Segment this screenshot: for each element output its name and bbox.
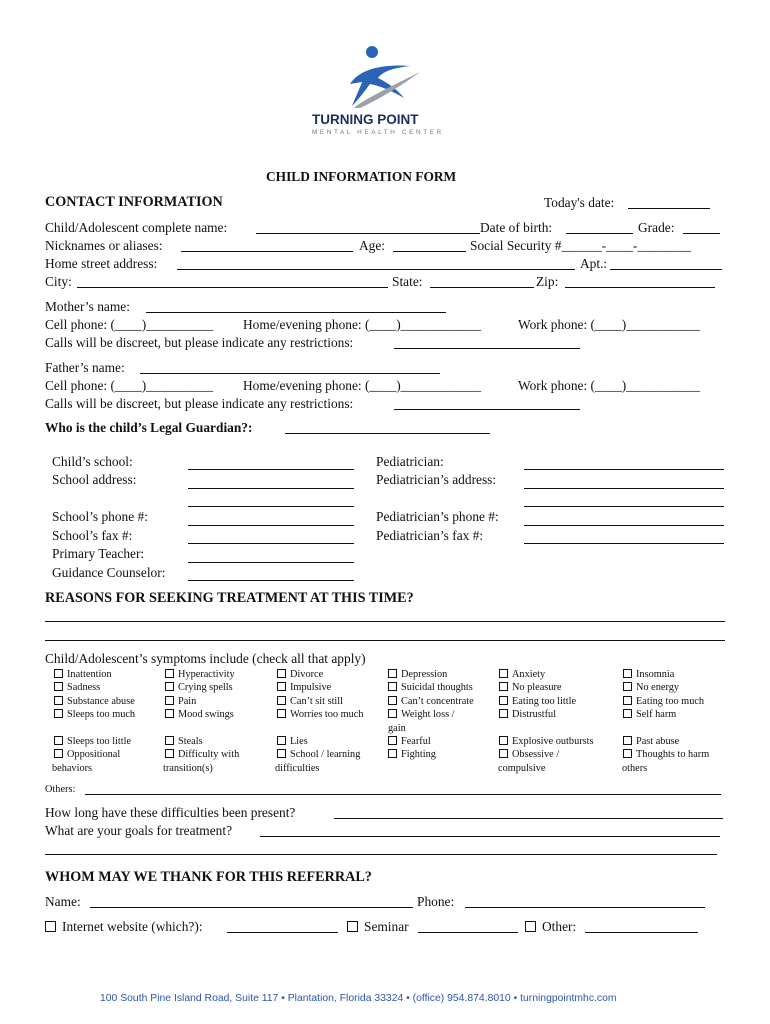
checkbox-icon[interactable] [54,749,63,758]
symptom-col-1 [54,668,135,722]
symptom-item[interactable]: Oppositional [54,748,131,761]
checkbox-icon[interactable] [388,736,397,745]
symptom-item[interactable]: Explosive outbursts [499,735,594,748]
checkbox-icon[interactable] [165,736,174,745]
symptom-item[interactable]: Anxiety [499,668,576,681]
checkbox-icon[interactable] [54,696,63,705]
logo-figure-icon [300,42,470,112]
symptom-col-4 [388,668,474,735]
symptom-item-cont: gain [388,722,406,734]
checkbox-icon[interactable] [623,669,632,678]
mother-name-field[interactable] [146,312,446,313]
primary-teacher-field[interactable] [188,562,354,563]
symptom-item[interactable]: Obsessive / [499,748,594,761]
legal-guardian-label: Who is the child’s Legal Guardian?: [45,420,253,435]
age-label: Age: [359,238,386,253]
todays-date-label: Today's date: [544,195,615,210]
father-name-label: Father’s name: [45,360,125,375]
pediatrician-fax-field[interactable] [524,543,724,544]
pediatrician-field[interactable] [524,469,724,470]
logo-subtitle: MENTAL HEALTH CENTER [312,129,444,136]
home-address-field[interactable] [177,269,575,270]
checkbox-icon[interactable] [623,749,632,758]
symptom2-col-3 [277,735,360,762]
checkbox-icon[interactable] [499,749,508,758]
symptom-item[interactable]: Sleeps too much [54,708,135,721]
symptom2-col-6 [623,735,709,762]
symptom-col-2 [165,668,235,722]
city-field[interactable] [77,287,388,288]
symptom-item[interactable]: Eating too little [499,695,576,708]
checkbox-icon[interactable] [623,736,632,745]
checkbox-icon[interactable] [388,696,397,705]
symptom2-cont-2: transition(s) [163,763,213,774]
symptom-item[interactable]: Divorce [277,668,364,681]
checkbox-icon[interactable] [54,682,63,691]
pediatrician-address-label: Pediatrician’s address: [376,472,497,487]
logo [300,42,470,142]
complete-name-field[interactable] [256,233,480,234]
school-fax-label: School’s fax #: [52,528,133,543]
checkbox-icon[interactable] [347,921,358,932]
goals-field-2[interactable] [45,854,717,855]
symptom-item[interactable]: Lies [277,735,360,748]
symptom-item[interactable]: Pain [165,695,235,708]
symptom2-cont-3: difficulties [275,763,320,774]
symptom-item[interactable]: Self harm [623,708,704,721]
checkbox-icon[interactable] [165,669,174,678]
symptom-item[interactable]: Inattention [54,668,135,681]
symptom-col-3 [277,668,364,722]
symptom-item[interactable]: Steals [165,735,239,748]
mother-restrictions-field[interactable] [394,348,580,349]
symptom2-col-1 [54,735,131,762]
home-address-label: Home street address: [45,256,158,271]
referral-phone-field[interactable] [465,907,705,908]
checkbox-icon[interactable] [277,696,286,705]
symptom-item[interactable]: Crying spells [165,681,235,694]
school-address-label: School address: [52,472,137,487]
checkbox-icon[interactable] [165,696,174,705]
others-label: Others: [45,784,76,795]
symptom2-cont-5: compulsive [498,763,546,774]
checkbox-icon[interactable] [45,921,56,932]
symptoms-label: Child/Adolescent’s symptoms include (check all that apply) [45,651,366,666]
others-field[interactable] [85,794,721,795]
internet-option[interactable]: Internet website (which?): [45,919,203,935]
other-option[interactable]: Other: [525,919,576,935]
checkbox-icon[interactable] [499,669,508,678]
symptom-item[interactable]: School / learning [277,748,360,761]
checkbox-icon[interactable] [499,736,508,745]
pediatrician-address-field-2[interactable] [524,506,724,507]
pediatrician-phone-label: Pediatrician’s phone #: [376,509,499,524]
todays-date-field[interactable] [628,208,710,209]
primary-teacher-label: Primary Teacher: [52,546,145,561]
father-home-phone[interactable]: Home/evening phone: (____)____________ [243,378,482,393]
mother-work-phone[interactable]: Work phone: (____)___________ [518,317,700,332]
referral-name-field[interactable] [90,907,413,908]
symptom-item[interactable]: Eating too much [623,695,704,708]
checkbox-icon[interactable] [165,682,174,691]
checkbox-icon[interactable] [388,709,397,718]
nicknames-field[interactable] [181,251,353,252]
childs-school-field[interactable] [188,469,354,470]
seminar-option[interactable]: Seminar [347,919,409,935]
symptom-item[interactable]: Sadness [54,681,135,694]
symptom2-cont-1: behaviors [52,763,93,774]
how-long-label: How long have these difficulties been present? [45,805,296,820]
pediatrician-label: Pediatrician: [376,454,444,469]
symptom-item[interactable]: Worries too much [277,708,364,721]
school-address-field[interactable] [188,488,354,489]
mother-name-label: Mother’s name: [45,299,130,314]
checkbox-icon[interactable] [277,669,286,678]
guidance-counselor-label: Guidance Counselor: [52,565,166,580]
logo-name: TURNING POINT [312,112,419,127]
nicknames-label: Nicknames or aliases: [45,238,163,253]
section-heading-reasons: REASONS FOR SEEKING TREATMENT AT THIS TIME? [45,590,414,606]
symptom-item[interactable]: Depression [388,668,474,681]
symptom-item[interactable]: Impulsive [277,681,364,694]
internet-field[interactable] [227,932,338,933]
symptom-item[interactable]: Mood swings [165,708,235,721]
checkbox-icon[interactable] [499,696,508,705]
father-work-phone[interactable]: Work phone: (____)___________ [518,378,700,393]
symptom-item[interactable]: No energy [623,681,704,694]
symptom-item[interactable]: Distrustful [499,708,576,721]
seminar-field[interactable] [418,932,518,933]
checkbox-icon[interactable] [165,749,174,758]
symptom-item[interactable]: Insomnia [623,668,704,681]
checkbox-icon[interactable] [277,736,286,745]
dob-label: Date of birth: [480,220,553,235]
symptom2-cont-6: others [622,763,648,774]
checkbox-icon[interactable] [54,736,63,745]
reasons-field-1[interactable] [45,621,725,622]
symptom-item[interactable]: Can’t concentrate [388,695,474,708]
goals-field[interactable] [260,836,720,837]
symptom-item[interactable]: Hyperactivity [165,668,235,681]
footer-address: 100 South Pine Island Road, Suite 117 • Plantation, Florida 33324 • (office) 954.874.8010 • turningpointmhc.com [100,993,617,1004]
mother-cell-phone[interactable]: Cell phone: (____)__________ [45,317,214,332]
school-phone-field[interactable] [188,525,354,526]
grade-field[interactable] [683,233,720,234]
checkbox-icon[interactable] [388,682,397,691]
apt-field[interactable] [610,269,722,270]
checkbox-icon[interactable] [277,749,286,758]
apt-label: Apt.: [580,256,608,271]
father-restrictions-label: Calls will be discreet, but please indicate any restrictions: [45,396,354,411]
symptom-item[interactable]: Difficulty with [165,748,239,761]
symptom2-col-4 [388,735,436,762]
symptom2-col-5 [499,735,594,762]
school-address-field-2[interactable] [188,506,354,507]
childs-school-label: Child’s school: [52,454,133,469]
referral-phone-label: Phone: [417,894,455,909]
complete-name-label: Child/Adolescent complete name: [45,220,228,235]
grade-label: Grade: [638,220,675,235]
checkbox-icon[interactable] [623,696,632,705]
zip-field[interactable] [565,287,715,288]
symptom-item[interactable]: Can’t sit still [277,695,364,708]
symptom-item[interactable]: Thoughts to harm [623,748,709,761]
symptom-col-6 [623,668,704,722]
symptom-item[interactable]: No pleasure [499,681,576,694]
checkbox-icon[interactable] [277,682,286,691]
symptom-item[interactable]: Fighting [388,748,436,761]
other-field[interactable] [585,932,698,933]
symptom-item[interactable]: Sleeps too little [54,735,131,748]
state-label: State: [392,274,423,289]
symptom-col-5 [499,668,576,722]
father-cell-phone[interactable]: Cell phone: (____)__________ [45,378,214,393]
symptom-item[interactable]: Suicidal thoughts [388,681,474,694]
father-name-field[interactable] [140,373,440,374]
symptom-item[interactable]: Fearful [388,735,436,748]
symptom-item[interactable]: Past abuse [623,735,709,748]
checkbox-icon[interactable] [277,709,286,718]
pediatrician-phone-field[interactable] [524,525,724,526]
checkbox-icon[interactable] [525,921,536,932]
goals-label: What are your goals for treatment? [45,823,233,838]
pediatrician-fax-label: Pediatrician’s fax #: [376,528,484,543]
father-restrictions-field[interactable] [394,409,580,410]
checkbox-icon[interactable] [388,749,397,758]
checkbox-icon[interactable] [499,682,508,691]
symptom-item[interactable]: Substance abuse [54,695,135,708]
section-heading-referral: WHOM MAY WE THANK FOR THIS REFERRAL? [45,869,372,885]
age-field[interactable] [393,251,466,252]
form-title: CHILD INFORMATION FORM [266,169,457,184]
guidance-counselor-field[interactable] [188,580,354,581]
ssn-field[interactable]: Social Security #______-____-________ [470,238,691,253]
checkbox-icon[interactable] [165,709,174,718]
checkbox-icon[interactable] [388,669,397,678]
pediatrician-address-field[interactable] [524,488,724,489]
school-fax-field[interactable] [188,543,354,544]
dob-field[interactable] [566,233,633,234]
referral-name-label: Name: [45,894,81,909]
school-phone-label: School’s phone #: [52,509,148,524]
mother-home-phone[interactable]: Home/evening phone: (____)____________ [243,317,482,332]
section-heading-contact: CONTACT INFORMATION [45,194,223,210]
legal-guardian-field[interactable] [285,433,490,434]
checkbox-icon[interactable] [54,669,63,678]
checkbox-icon[interactable] [623,682,632,691]
symptom2-col-2 [165,735,239,762]
checkbox-icon[interactable] [623,709,632,718]
checkbox-icon[interactable] [54,709,63,718]
reasons-field-2[interactable] [45,640,725,641]
state-field[interactable] [430,287,534,288]
mother-restrictions-label: Calls will be discreet, but please indicate any restrictions: [45,335,354,350]
symptom-item[interactable]: Weight loss / [388,708,474,721]
city-label: City: [45,274,72,289]
how-long-field[interactable] [334,818,723,819]
zip-label: Zip: [536,274,559,289]
checkbox-icon[interactable] [499,709,508,718]
